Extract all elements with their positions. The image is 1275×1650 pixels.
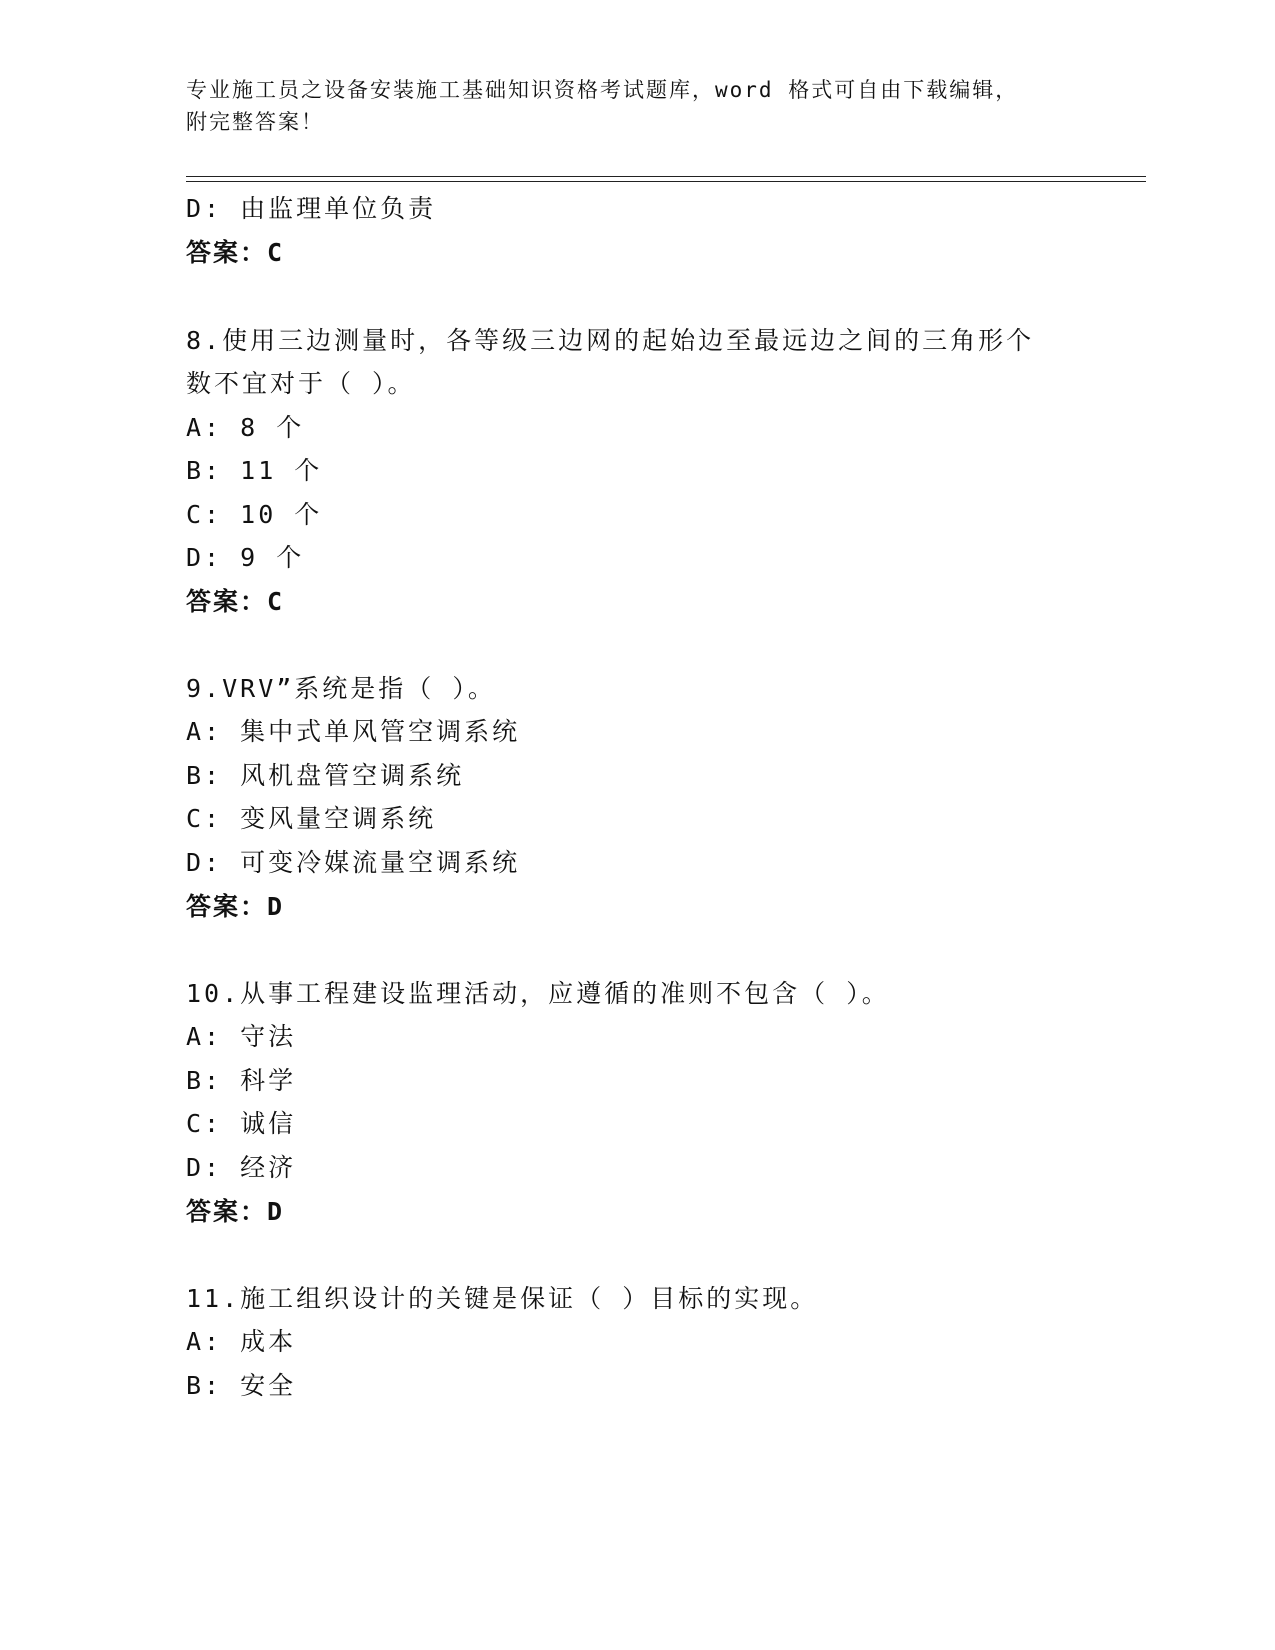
header-divider-bottom (186, 181, 1146, 182)
question-8-option-c: C: 10 个 (186, 500, 323, 529)
prev-question-answer: 答案：C (186, 238, 285, 267)
header-divider-top (186, 176, 1146, 177)
question-9-option-b: B: 风机盘管空调系统 (186, 761, 465, 790)
question-10-stem: 10.从事工程建设监理活动，应遵循的准则不包含（ ）。 (186, 979, 890, 1008)
question-10-option-d: D: 经济 (186, 1153, 297, 1182)
question-10-option-a: A: 守法 (186, 1022, 297, 1051)
question-11-option-a: A: 成本 (186, 1327, 297, 1356)
question-10-option-b: B: 科学 (186, 1066, 297, 1095)
question-8-stem-line-1: 8.使用三边测量时，各等级三边网的起始边至最远边之间的三角形个 (186, 326, 1035, 355)
header-line-1: 专业施工员之设备安装施工基础知识资格考试题库，word 格式可自由下载编辑， (186, 78, 1019, 102)
question-8-answer: 答案：C (186, 587, 285, 616)
question-9-option-d: D: 可变冷媒流量空调系统 (186, 848, 521, 877)
question-10-option-c: C: 诚信 (186, 1109, 297, 1138)
question-9-option-a: A: 集中式单风管空调系统 (186, 717, 521, 746)
question-9-option-c: C: 变风量空调系统 (186, 804, 437, 833)
header-line-2: 附完整答案！ (186, 110, 324, 134)
question-9-stem: 9.VRV”系统是指（ ）。 (186, 674, 496, 703)
question-8-stem-line-2: 数不宜对于（ ）。 (186, 369, 416, 398)
question-11-stem: 11.施工组织设计的关键是保证（ ）目标的实现。 (186, 1284, 819, 1313)
prev-question-option-d: D: 由监理单位负责 (186, 194, 437, 223)
question-8-option-a: A: 8 个 (186, 413, 305, 442)
question-8-option-d: D: 9 个 (186, 543, 305, 572)
question-8-option-b: B: 11 个 (186, 456, 323, 485)
question-10-answer: 答案：D (186, 1197, 285, 1226)
document-header (186, 74, 1086, 138)
question-11-option-b: B: 安全 (186, 1371, 297, 1400)
question-9-answer: 答案：D (186, 892, 285, 921)
